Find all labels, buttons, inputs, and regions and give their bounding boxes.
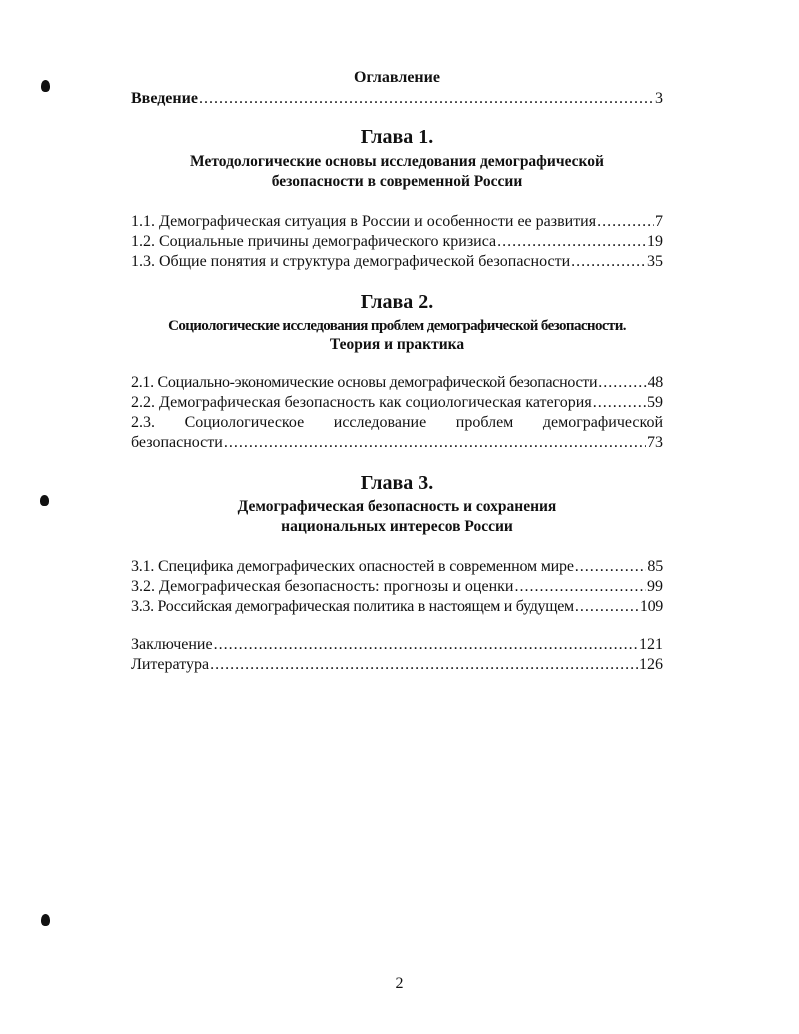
chapter-heading: Глава 3. xyxy=(360,472,434,494)
entry-label: 3.3. Российская демографическая политика в настоящем и будущем xyxy=(131,598,574,615)
dot-leader xyxy=(571,252,646,272)
entry-page: 73 xyxy=(647,434,663,451)
toc-entry[interactable] xyxy=(131,212,663,232)
entry-page: 126 xyxy=(639,656,663,673)
chapter-subtitle: Методологические основы исследования демографической xyxy=(190,153,604,170)
toc-entry-intro[interactable] xyxy=(131,89,663,109)
entry-page: 3 xyxy=(655,90,663,107)
entry-page: 121 xyxy=(639,636,663,653)
chapter-subtitle: национальных интересов России xyxy=(281,518,513,535)
dot-leader xyxy=(497,232,646,252)
toc-entry-label-line[interactable]: 2.3. Социологическое исследование проблем демографической xyxy=(131,414,663,431)
dot-leader xyxy=(199,89,654,109)
entry-label: 3.1. Специфика демографических опасностей в современном мире xyxy=(131,558,574,575)
toc-entry[interactable] xyxy=(131,597,663,617)
chapter-subtitle: Теория и практика xyxy=(329,336,465,353)
toc-entry[interactable] xyxy=(131,393,663,413)
entry-label: 3.2. Демографическая безопасность: прогнозы и оценки xyxy=(131,578,514,595)
entry-label: 2.1. Социально-экономические основы демографической безопасности xyxy=(131,374,598,391)
chapter-heading: Глава 2. xyxy=(360,291,434,313)
entry-page: 99 xyxy=(647,578,663,595)
dot-leader xyxy=(597,212,654,232)
dot-leader xyxy=(575,597,639,617)
toc-entry-literature[interactable] xyxy=(131,655,663,675)
toc-entry[interactable] xyxy=(131,577,663,597)
dot-leader xyxy=(593,393,646,413)
toc-entry[interactable] xyxy=(131,373,663,393)
entry-page: 35 xyxy=(647,253,663,270)
toc-entry[interactable] xyxy=(131,232,663,252)
entry-label: безопасности xyxy=(131,434,223,451)
toc-entry[interactable] xyxy=(131,433,663,453)
dot-leader xyxy=(514,577,646,597)
entry-page: 48 xyxy=(647,374,663,391)
entry-page: 109 xyxy=(639,598,663,615)
dot-leader xyxy=(214,635,638,655)
entry-label: Введение xyxy=(131,90,198,107)
toc-entry-conclusion[interactable] xyxy=(131,635,663,655)
chapter-heading: Глава 1. xyxy=(360,126,434,148)
dot-leader xyxy=(598,373,646,393)
entry-label: 1.3. Общие понятия и структура демографической безопасности xyxy=(131,253,571,270)
toc-entry[interactable] xyxy=(131,557,663,577)
entry-label: 1.2. Социальные причины демографического кризиса xyxy=(131,233,497,250)
chapter-subtitle: безопасности в современной России xyxy=(271,173,523,190)
entry-label: 1.1. Демографическая ситуация в России и особенности ее развития xyxy=(131,213,597,230)
entry-page: 85 xyxy=(647,558,663,575)
entry-label: 2.2. Демографическая безопасность как социологическая категория xyxy=(131,394,592,411)
entry-page: 59 xyxy=(647,394,663,411)
scan-artifact-mark xyxy=(41,80,50,92)
scan-artifact-mark xyxy=(40,495,49,506)
page-number: 2 xyxy=(395,975,404,992)
entry-label: Литература xyxy=(131,656,210,673)
chapter-subtitle: Социологические исследования проблем демографической безопасности. xyxy=(168,318,626,334)
scan-artifact-mark xyxy=(41,914,50,926)
dot-leader xyxy=(210,655,638,675)
entry-label: Заключение xyxy=(131,636,213,653)
entry-page: 19 xyxy=(647,233,663,250)
chapter-subtitle: Демографическая безопасность и сохранения xyxy=(237,498,557,515)
toc-entry[interactable] xyxy=(131,252,663,272)
entry-page: 7 xyxy=(655,213,663,230)
dot-leader xyxy=(575,557,647,577)
toc-title: Оглавление xyxy=(354,69,440,86)
dot-leader xyxy=(224,433,646,453)
